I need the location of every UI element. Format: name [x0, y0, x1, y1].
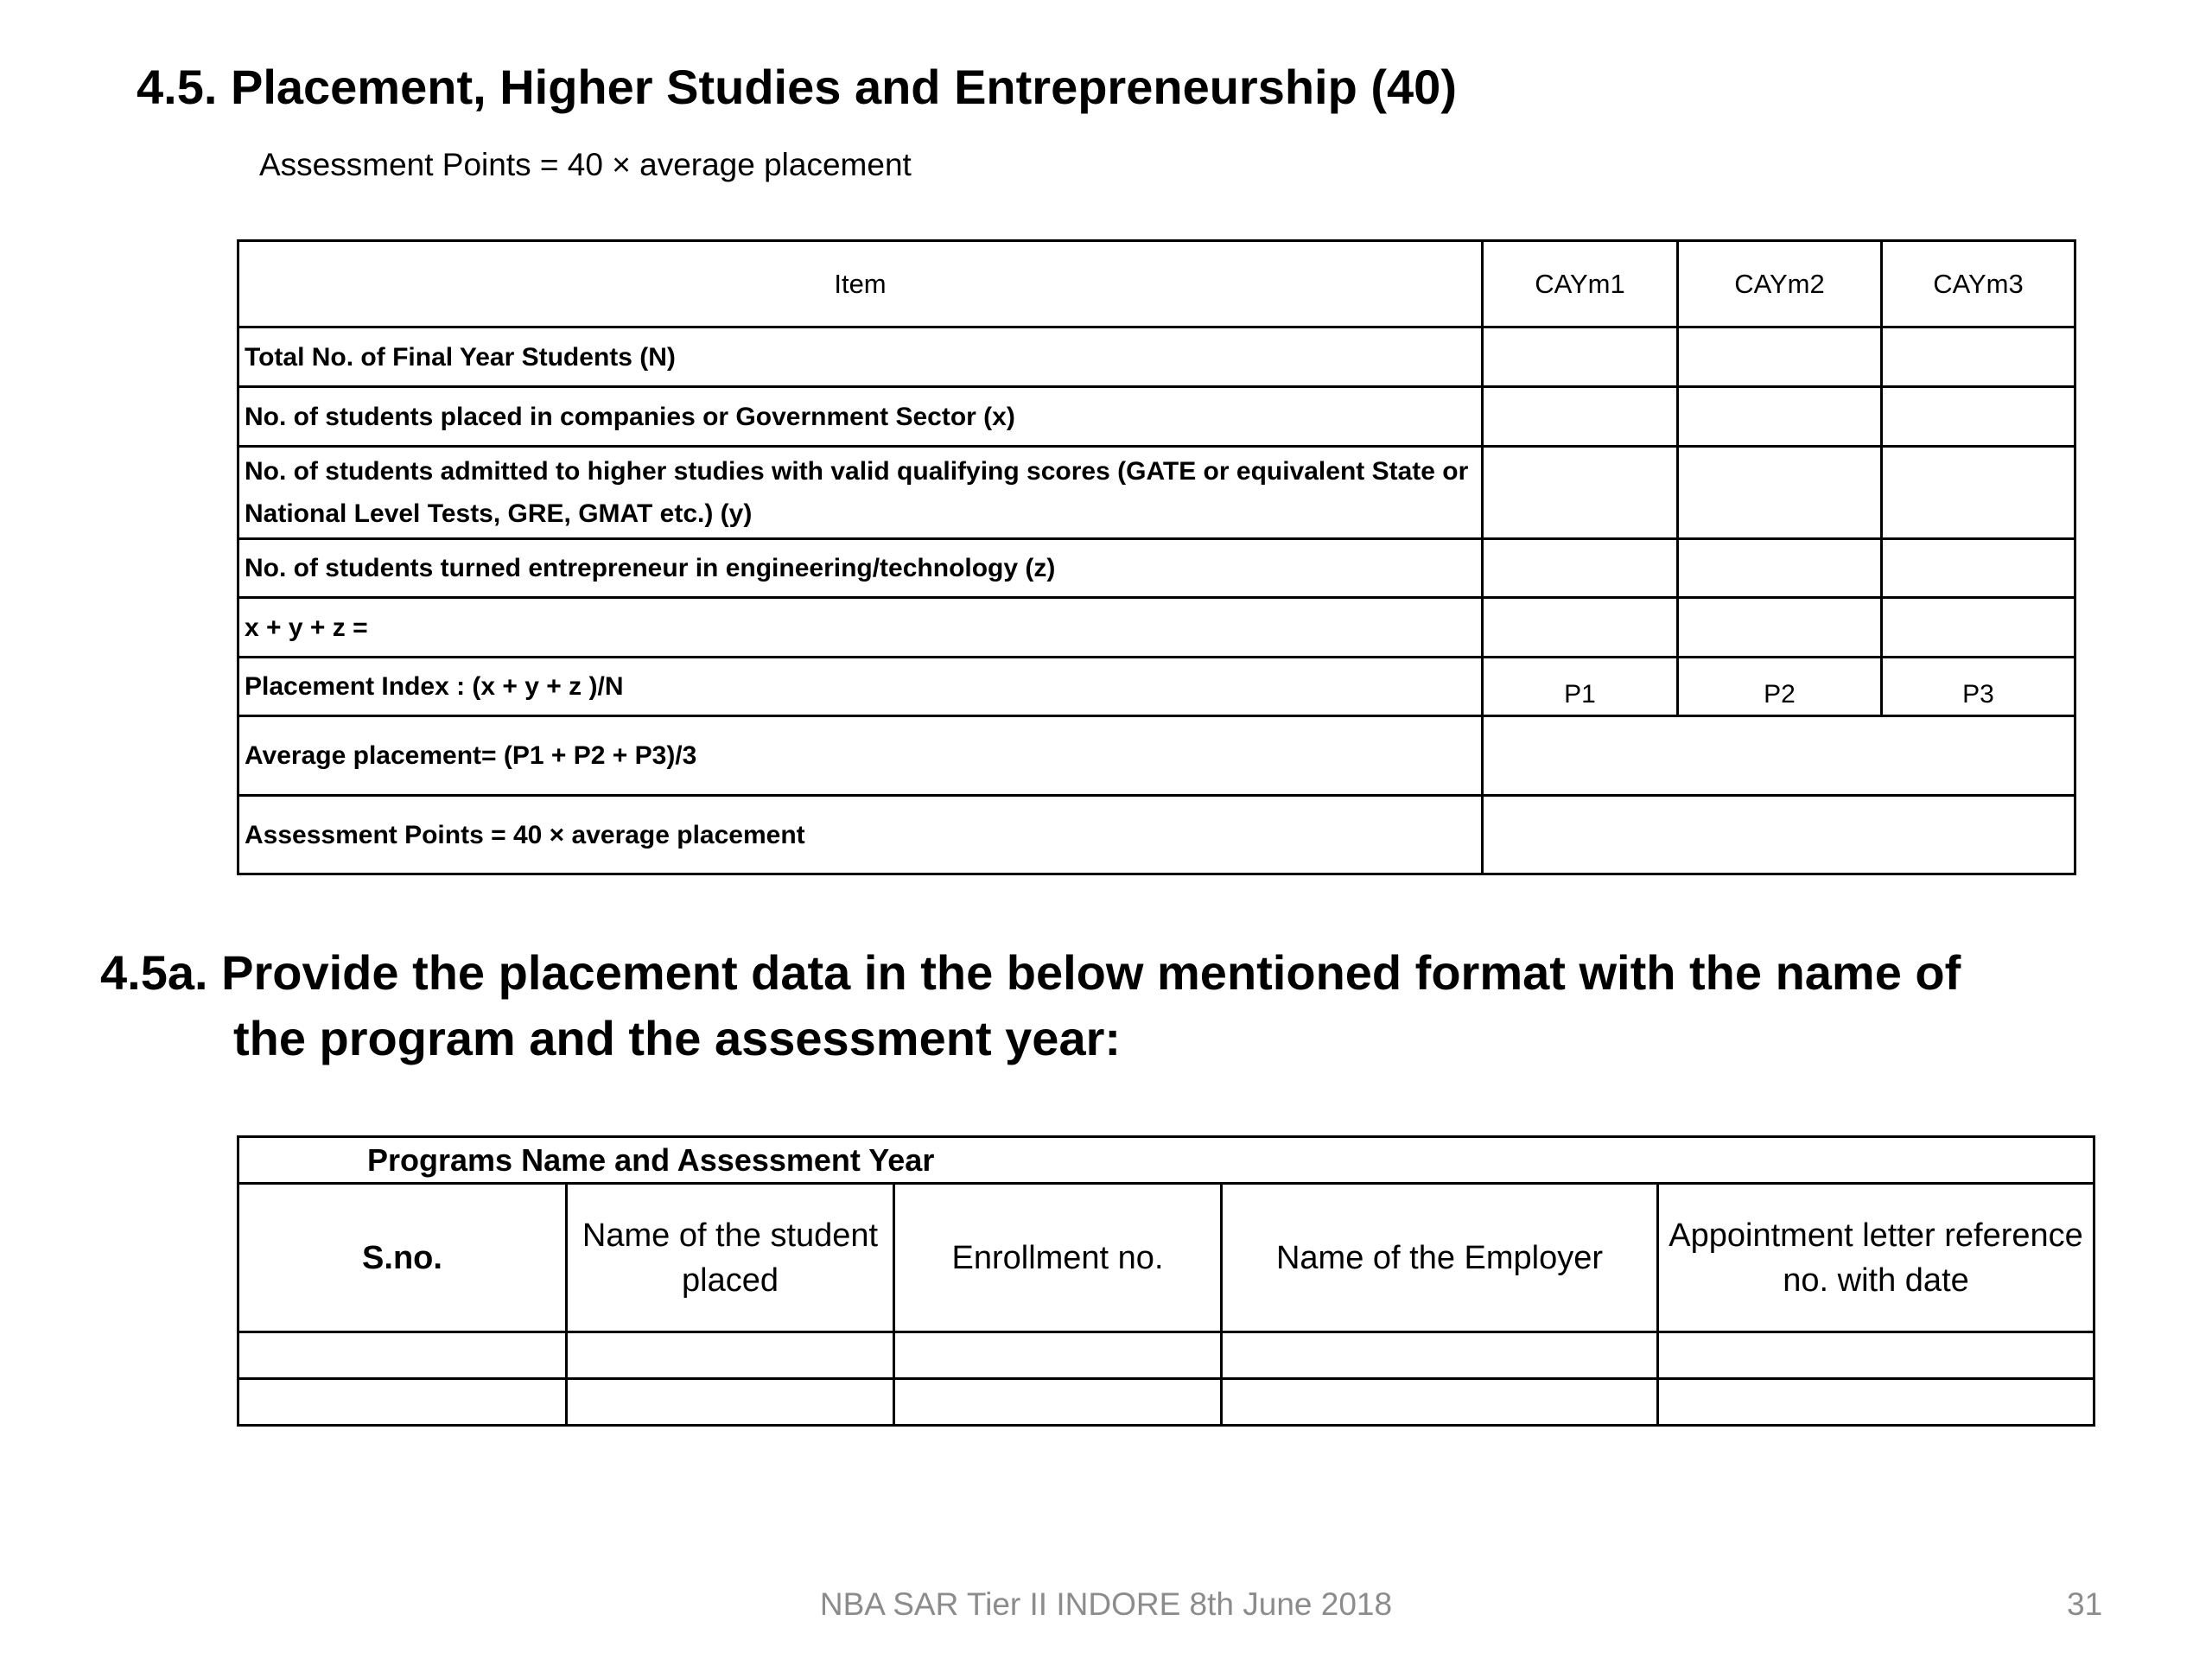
- table-row: [238, 1332, 2094, 1379]
- row-label: No. of students admitted to higher studies with valid qualifying scores (GATE or equivalent State or National Level Tests, GRE, GMAT etc.) (y): [238, 447, 1483, 539]
- empty-cell[interactable]: [238, 1332, 567, 1379]
- table-row: [238, 539, 2075, 598]
- header-sno: S.no.: [238, 1184, 567, 1332]
- cell-caym2[interactable]: P2: [1678, 658, 1882, 716]
- cell-caym2[interactable]: [1678, 327, 1882, 387]
- table-row: [238, 796, 2075, 874]
- header-enrollment-no: Enrollment no.: [894, 1184, 1222, 1332]
- empty-cell[interactable]: [1658, 1332, 2094, 1379]
- programs-name-title: Programs Name and Assessment Year: [238, 1137, 2094, 1184]
- row-label: x + y + z =: [238, 598, 1483, 658]
- placement-index-table: [237, 239, 2076, 875]
- header-employer-name: Name of the Employer: [1222, 1184, 1658, 1332]
- page-number: 31: [2067, 1586, 2103, 1622]
- cell-caym1[interactable]: [1483, 598, 1678, 658]
- empty-cell[interactable]: [1222, 1332, 1658, 1379]
- cell-caym3[interactable]: [1882, 539, 2075, 598]
- empty-cell[interactable]: [894, 1379, 1222, 1426]
- header-item: Item: [238, 241, 1483, 327]
- cell-caym3[interactable]: [1882, 447, 2075, 539]
- section-heading-4-5: 4.5. Placement, Higher Studies and Entrepreneurship (40): [137, 60, 1457, 114]
- cell-caym2[interactable]: [1678, 447, 1882, 539]
- cell-assessment-points[interactable]: [1483, 796, 2075, 874]
- table-row: [238, 387, 2075, 447]
- table-row: [238, 1379, 2094, 1426]
- cell-caym3[interactable]: [1882, 327, 2075, 387]
- cell-average-placement[interactable]: [1483, 716, 2075, 796]
- row-label: No. of students placed in companies or Government Sector (x): [238, 387, 1483, 447]
- cell-caym1[interactable]: [1483, 327, 1678, 387]
- empty-cell[interactable]: [567, 1332, 894, 1379]
- header-caym2: CAYm2: [1678, 241, 1882, 327]
- table-row: [238, 658, 2075, 716]
- header-student-name: Name of the student placed: [567, 1184, 894, 1332]
- table-header-row: [238, 241, 2075, 327]
- empty-cell[interactable]: [894, 1332, 1222, 1379]
- empty-cell[interactable]: [1222, 1379, 1658, 1426]
- footer-text: NBA SAR Tier II INDORE 8th June 2018: [819, 1586, 1393, 1622]
- section-heading-line2: the program and the assessment year:: [233, 1011, 1122, 1065]
- cell-caym2[interactable]: [1678, 598, 1882, 658]
- section-heading-4-5a: [100, 940, 1961, 1071]
- cell-caym1[interactable]: [1483, 539, 1678, 598]
- cell-caym1[interactable]: [1483, 387, 1678, 447]
- row-label: Placement Index : (x + y + z )/N: [238, 658, 1483, 716]
- cell-caym1[interactable]: [1483, 447, 1678, 539]
- table-header-row: [238, 1184, 2094, 1332]
- cell-caym3[interactable]: [1882, 387, 2075, 447]
- placement-data-table: [237, 1135, 2095, 1427]
- row-label: No. of students turned entrepreneur in engineering/technology (z): [238, 539, 1483, 598]
- header-appointment-letter: Appointment letter reference no. with date: [1658, 1184, 2094, 1332]
- table-row: [238, 716, 2075, 796]
- cell-caym1[interactable]: P1: [1483, 658, 1678, 716]
- table-row: [238, 598, 2075, 658]
- header-caym3: CAYm3: [1882, 241, 2075, 327]
- cell-caym2[interactable]: [1678, 387, 1882, 447]
- table-row: [238, 327, 2075, 387]
- section-heading-line1: 4.5a. Provide the placement data in the below mentioned format with the name of: [100, 945, 1961, 1000]
- row-label: Average placement= (P1 + P2 + P3)/3: [238, 716, 1483, 796]
- assessment-formula-text: Assessment Points = 40 × average placement: [259, 147, 912, 182]
- empty-cell[interactable]: [238, 1379, 567, 1426]
- empty-cell[interactable]: [1658, 1379, 2094, 1426]
- row-label: Total No. of Final Year Students (N): [238, 327, 1483, 387]
- cell-caym2[interactable]: [1678, 539, 1882, 598]
- table-row: [238, 447, 2075, 539]
- empty-cell[interactable]: [567, 1379, 894, 1426]
- cell-caym3[interactable]: P3: [1882, 658, 2075, 716]
- header-caym1: CAYm1: [1483, 241, 1678, 327]
- table-title-row: [238, 1137, 2094, 1184]
- cell-caym3[interactable]: [1882, 598, 2075, 658]
- row-label: Assessment Points = 40 × average placement: [238, 796, 1483, 874]
